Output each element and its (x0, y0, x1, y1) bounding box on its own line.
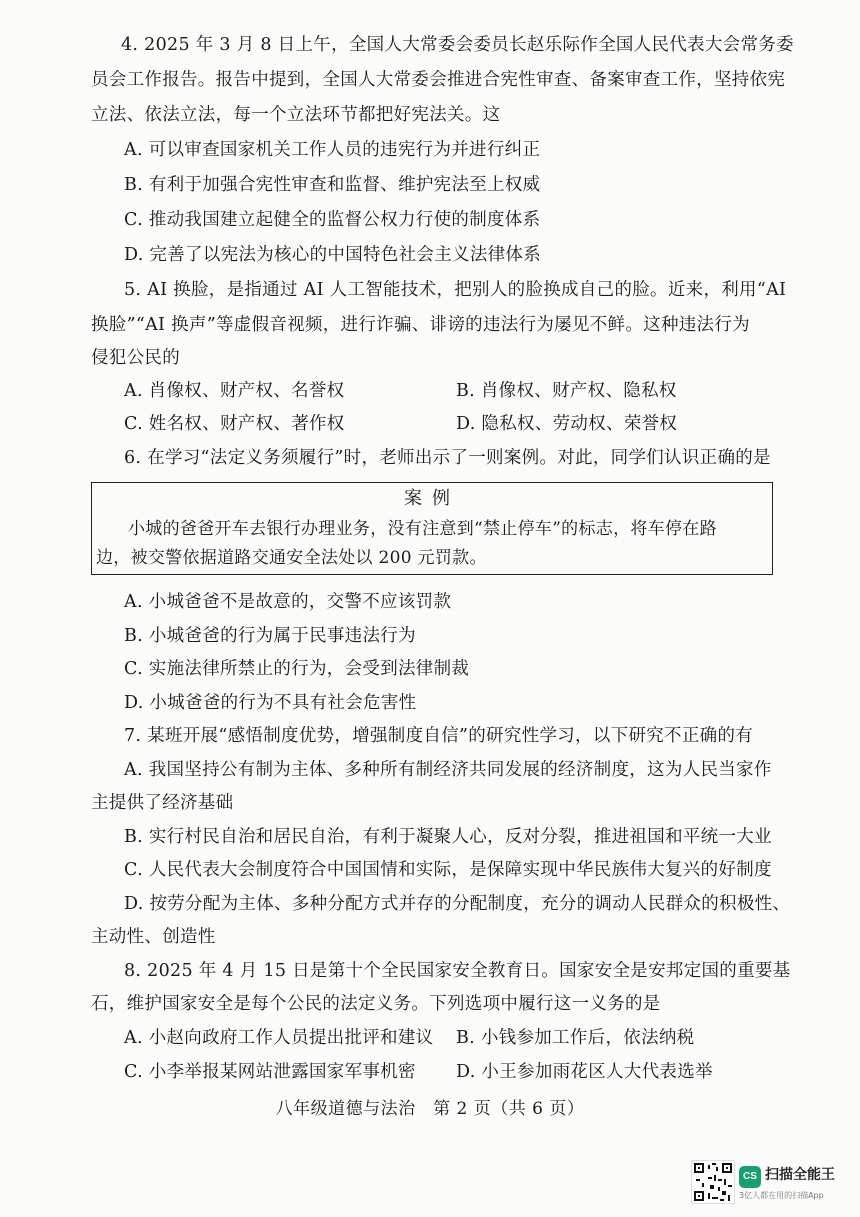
q4-stem-line-2: 员会工作报告。报告中提到，全国人大常委会推进合宪性审查、备案审查工作，坚持依宪 (91, 70, 786, 90)
case-text-line-1: 小城的爸爸开车去银行办理业务，没有注意到“禁止停车”的标志，将车停在路 (128, 519, 717, 539)
q5-stem-line-3: 侵犯公民的 (91, 348, 180, 368)
q8-option-c: C. 小李举报某网站泄露国家军事机密 (124, 1062, 416, 1082)
page-footer: 八年级道德与法治 第 2 页（共 6 页） (275, 1099, 585, 1119)
q7-option-d-line-2: 主动性、创造性 (91, 927, 216, 947)
q5-option-a: A. 肖像权、财产权、名誉权 (124, 381, 345, 401)
q6-option-c: C. 实施法律所禁止的行为，会受到法律制裁 (124, 659, 470, 679)
case-box (91, 482, 773, 575)
q6-stem-line-1: 6. 在学习“法定义务须履行”时，老师出示了一则案例。对此，同学们认识正确的是 (124, 448, 771, 468)
q5-option-d: D. 隐私权、劳动权、荣誉权 (456, 414, 678, 434)
q7-stem-line-1: 7. 某班开展“感悟制度优势，增强制度自信”的研究性学习，以下研究不正确的有 (124, 726, 754, 746)
camscanner-logo-icon: CS (739, 1166, 761, 1188)
q6-option-d: D. 小城爸爸的行为不具有社会危害性 (124, 693, 417, 713)
q5-option-b: B. 肖像权、财产权、隐私权 (456, 381, 677, 401)
q4-stem-line-3: 立法、依法立法，每一个立法环节都把好宪法关。这 (91, 105, 501, 125)
q7-option-b: B. 实行村民自治和居民自治，有利于凝聚人心，反对分裂，推进祖国和平统一大业 (124, 827, 772, 847)
q8-stem-line-1: 8. 2025 年 4 月 15 日是第十个全民国家安全教育日。国家安全是安邦定国的重要基 (124, 961, 791, 981)
q4-stem-line-1: 4. 2025 年 3 月 8 日上午，全国人大常委会委员长赵乐际作全国人民代表大会常务委 (121, 35, 794, 55)
q7-option-d-line-1: D. 按劳分配为主体、多种分配方式并存的分配制度，充分的调动人民群众的积极性、 (124, 894, 791, 914)
q4-option-d: D. 完善了以宪法为核心的中国特色社会主义法律体系 (124, 245, 542, 265)
q5-stem-line-2: 换脸”“AI 换声”等虚假音视频，进行诈骗、诽谤的违法行为屡见不鲜。这种违法行为 (91, 315, 750, 335)
case-text-line-2: 边，被交警依据道路交通安全法处以 200 元罚款。 (96, 548, 487, 568)
camscanner-tagline: 3亿人都在用的扫描App (739, 1191, 824, 1200)
q8-option-b: B. 小钱参加工作后，依法纳税 (456, 1028, 695, 1048)
qr-code-icon (691, 1160, 735, 1204)
q6-option-b: B. 小城爸爸的行为属于民事违法行为 (124, 626, 416, 646)
camscanner-name: 扫描全能王 (765, 1167, 835, 1183)
q6-option-a: A. 小城爸爸不是故意的，交警不应该罚款 (124, 592, 452, 612)
q7-option-a-line-2: 主提供了经济基础 (91, 793, 234, 813)
q5-option-c: C. 姓名权、财产权、著作权 (124, 414, 345, 434)
case-title: 案例 (404, 488, 460, 509)
q5-stem-line-1: 5. AI 换脸，是指通过 AI 人工智能技术，把别人的脸换成自己的脸。近来，利用“AI (124, 280, 787, 300)
q8-stem-line-2: 石，维护国家安全是每个公民的法定义务。下列选项中履行这一义务的是 (91, 994, 661, 1014)
q4-option-c: C. 推动我国建立起健全的监督公权力行使的制度体系 (124, 210, 541, 230)
q7-option-a-line-1: A. 我国坚持公有制为主体、多种所有制经济共同发展的经济制度，这为人民当家作 (124, 760, 772, 780)
q8-option-d: D. 小王参加雨花区人大代表选举 (456, 1062, 713, 1082)
scanner-watermark (691, 1160, 851, 1210)
q7-option-c: C. 人民代表大会制度符合中国国情和实际，是保障实现中华民族伟大复兴的好制度 (124, 860, 772, 880)
q4-option-a: A. 可以审查国家机关工作人员的违宪行为并进行纠正 (124, 140, 541, 160)
q8-option-a: A. 小赵向政府工作人员提出批评和建议 (124, 1028, 434, 1048)
q4-option-b: B. 有利于加强合宪性审查和监督、维护宪法至上权威 (124, 175, 541, 195)
